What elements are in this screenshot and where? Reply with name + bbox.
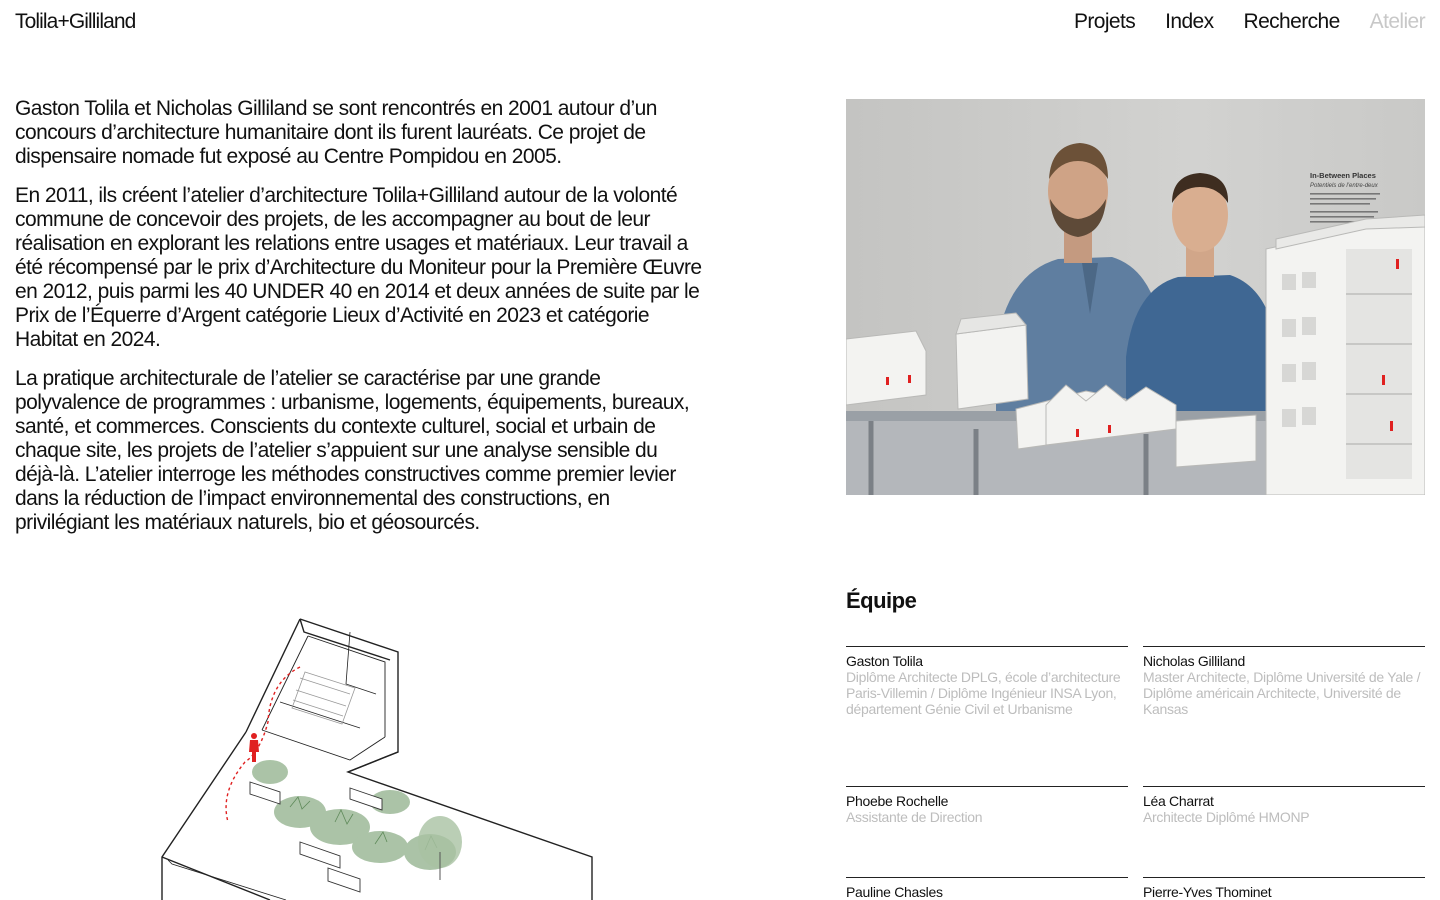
nav-projets[interactable]: Projets <box>1073 10 1136 33</box>
axonometric-drawing-illustration <box>150 612 610 900</box>
axonometric-drawing <box>150 612 610 900</box>
intro-paragraph-2: En 2011, ils créent l’atelier d’architecture Tolila+Gilliland autour de la volonté commune de concevoir des projets, de les accompagner au bout de leur réalisation en explorant les relations entre usages et matériaux. Leur travail a été récompensé par le prix d’Architecture du Moniteur pour la Première Œuvre en 2012, puis parmi les 40 UNDER 40 en 2014 et deux années de suite par le Prix de l’Équerre d’Argent catégorie Lieux d’Activité en 2023 et catégorie Habitat en 2024. <box>15 184 702 351</box>
member-name: Nicholas Gilliland <box>1143 653 1245 669</box>
member-name: Léa Charrat <box>1143 793 1214 809</box>
founders-photo-illustration <box>846 99 1425 495</box>
nav-recherche[interactable]: Recherche <box>1243 10 1340 33</box>
team-member <box>1143 877 1425 900</box>
sign-title: In-Between Places <box>1310 171 1376 180</box>
team-member <box>846 786 1128 877</box>
team-grid <box>846 646 1425 900</box>
member-name: Pierre-Yves Thominet <box>1143 884 1272 900</box>
intro-paragraph-1: Gaston Tolila et Nicholas Gilliland se sont rencontrés en 2001 autour d’un concours d’architecture humanitaire dont ils furent lauréats. Ce projet de dispensaire nomade fut exposé au Centre Pompidou en 2005. <box>15 97 657 168</box>
member-role: Assistante de Direction <box>846 809 983 825</box>
sign-subtitle: Potentiels de l’entre-deux <box>1310 183 1378 189</box>
member-role: Master Architecte, Diplôme Université de Yale / Diplôme américain Architecte, Université de Kansas <box>1143 669 1421 717</box>
member-role: Architecte Diplômé HMONP <box>1143 809 1310 825</box>
team-member <box>1143 786 1425 877</box>
founders-photo <box>846 99 1425 495</box>
member-role: Diplôme Architecte DPLG, école d’architecture Paris-Villemin / Diplôme Ingénieur INSA Lyon, département Génie Civil et Urbanisme <box>846 669 1121 717</box>
member-name: Gaston Tolila <box>846 653 923 669</box>
site-logo[interactable]: Tolila+Gilliland <box>15 10 136 33</box>
team-member <box>846 877 1128 900</box>
team-member <box>846 646 1128 786</box>
member-name: Pauline Chasles <box>846 884 943 900</box>
member-name: Phoebe Rochelle <box>846 793 949 809</box>
intro-text <box>15 97 705 550</box>
nav-atelier[interactable]: Atelier <box>1369 10 1425 33</box>
team-member <box>1143 646 1425 786</box>
main-nav <box>1074 10 1425 34</box>
nav-index[interactable]: Index <box>1165 10 1214 33</box>
intro-paragraph-3: La pratique architecturale de l’atelier se caractérise par une grande polyvalence de programmes : urbanisme, logements, équipements, bureaux, santé, et commerces. Conscients du contexte culturel, social et urbain de chaque site, les projets de l’atelier s’appuient sur une analyse sensible du déjà-là. L’atelier interroge les méthodes constructives comme premier levier dans la réduction de l’impact environnemental des constructions, en privilégiant les matériaux naturels, bio et géosourcés. <box>15 367 690 534</box>
team-title: Équipe <box>846 588 917 613</box>
